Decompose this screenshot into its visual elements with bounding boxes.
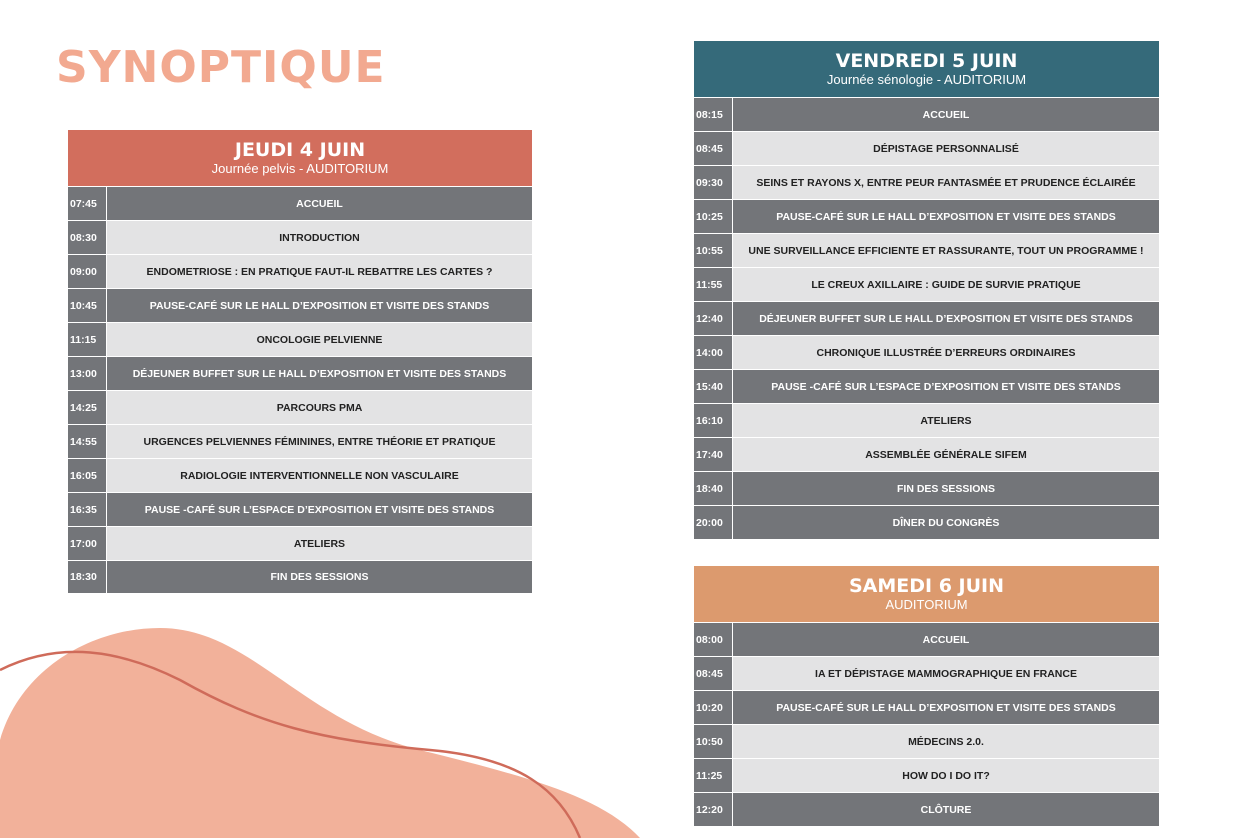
schedule-row (694, 622, 1159, 656)
event-cell: IA ET DÉPISTAGE MAMMOGRAPHIQUE EN FRANCE (733, 656, 1159, 690)
event-cell: URGENCES PELVIENNES FÉMININES, ENTRE THÉORIE ET PRATIQUE (107, 424, 532, 458)
page-title: SYNOPTIQUE (56, 42, 386, 93)
day-subtitle: Journée pelvis - AUDITORIUM (211, 161, 389, 176)
day-subtitle: AUDITORIUM (885, 597, 968, 612)
schedule-row (694, 505, 1159, 539)
schedule-row (694, 792, 1159, 826)
event-cell: ACCUEIL (733, 97, 1159, 131)
time-cell: 10:20 (694, 690, 732, 724)
time-cell: 16:10 (694, 403, 732, 437)
time-cell: 11:25 (694, 758, 732, 792)
schedule-row (68, 424, 532, 458)
event-cell: PAUSE-CAFÉ SUR LE HALL D’EXPOSITION ET VISITE DES STANDS (733, 690, 1159, 724)
event-cell: PAUSE-CAFÉ SUR LE HALL D’EXPOSITION ET VISITE DES STANDS (107, 288, 532, 322)
time-cell: 17:00 (68, 526, 106, 560)
time-cell: 07:45 (68, 186, 106, 220)
schedule-row (694, 437, 1159, 471)
time-cell: 09:00 (68, 254, 106, 288)
schedule-row (694, 199, 1159, 233)
time-cell: 17:40 (694, 437, 732, 471)
time-cell: 14:55 (68, 424, 106, 458)
time-cell: 11:55 (694, 267, 732, 301)
schedule-row (694, 97, 1159, 131)
event-cell: HOW DO I DO IT? (733, 758, 1159, 792)
time-cell: 10:55 (694, 233, 732, 267)
schedule-row (694, 165, 1159, 199)
time-cell: 10:50 (694, 724, 732, 758)
schedule-row (68, 220, 532, 254)
schedule-header (694, 566, 1159, 622)
time-cell: 15:40 (694, 369, 732, 403)
event-cell: PAUSE -CAFÉ SUR L’ESPACE D’EXPOSITION ET VISITE DES STANDS (107, 492, 532, 526)
event-cell: PAUSE-CAFÉ SUR LE HALL D’EXPOSITION ET VISITE DES STANDS (733, 199, 1159, 233)
schedule-row (68, 390, 532, 424)
day-title: VENDREDI 5 JUIN (835, 50, 1018, 72)
time-cell: 10:25 (694, 199, 732, 233)
schedule-row (68, 492, 532, 526)
schedule-row (694, 131, 1159, 165)
event-cell: CLÔTURE (733, 792, 1159, 826)
time-cell: 08:15 (694, 97, 732, 131)
schedule-row (68, 526, 532, 560)
schedule-row (694, 301, 1159, 335)
event-cell: DÎNER DU CONGRÈS (733, 505, 1159, 539)
event-cell: INTRODUCTION (107, 220, 532, 254)
time-cell: 09:30 (694, 165, 732, 199)
schedule-row (694, 369, 1159, 403)
blob-shape (0, 628, 640, 838)
time-cell: 20:00 (694, 505, 732, 539)
time-cell: 14:25 (68, 390, 106, 424)
time-cell: 08:30 (68, 220, 106, 254)
time-cell: 10:45 (68, 288, 106, 322)
time-cell: 12:20 (694, 792, 732, 826)
event-cell: DÉJEUNER BUFFET SUR LE HALL D’EXPOSITION ET VISITE DES STANDS (107, 356, 532, 390)
time-cell: 18:40 (694, 471, 732, 505)
time-cell: 16:35 (68, 492, 106, 526)
day-title: SAMEDI 6 JUIN (848, 575, 1005, 597)
schedule-row (68, 288, 532, 322)
schedule-row (694, 690, 1159, 724)
event-cell: PARCOURS PMA (107, 390, 532, 424)
event-cell: UNE SURVEILLANCE EFFICIENTE ET RASSURANTE, TOUT UN PROGRAMME ! (733, 233, 1159, 267)
day-title: JEUDI 4 JUIN (234, 139, 366, 161)
schedule-row (694, 403, 1159, 437)
time-cell: 08:45 (694, 656, 732, 690)
event-cell: ACCUEIL (733, 622, 1159, 656)
schedule-row (68, 356, 532, 390)
event-cell: ONCOLOGIE PELVIENNE (107, 322, 532, 356)
event-cell: ASSEMBLÉE GÉNÉRALE SIFEM (733, 437, 1159, 471)
schedule-row (68, 186, 532, 220)
schedule-samedi (694, 566, 1159, 826)
event-cell: RADIOLOGIE INTERVENTIONNELLE NON VASCULAIRE (107, 458, 532, 492)
schedule-row (694, 233, 1159, 267)
event-cell: ENDOMETRIOSE : EN PRATIQUE FAUT-IL REBATTRE LES CARTES ? (107, 254, 532, 288)
event-cell: CHRONIQUE ILLUSTRÉE D’ERREURS ORDINAIRES (733, 335, 1159, 369)
schedule-row (694, 656, 1159, 690)
event-cell: MÉDECINS 2.0. (733, 724, 1159, 758)
schedule-row (694, 471, 1159, 505)
time-cell: 12:40 (694, 301, 732, 335)
time-cell: 11:15 (68, 322, 106, 356)
event-cell: FIN DES SESSIONS (733, 471, 1159, 505)
time-cell: 18:30 (68, 560, 106, 593)
event-cell: SEINS ET RAYONS X, ENTRE PEUR FANTASMÉE ET PRUDENCE ÉCLAIRÉE (733, 165, 1159, 199)
event-cell: PAUSE -CAFÉ SUR L’ESPACE D’EXPOSITION ET VISITE DES STANDS (733, 369, 1159, 403)
event-cell: ATELIERS (733, 403, 1159, 437)
time-cell: 08:00 (694, 622, 732, 656)
event-cell: DÉPISTAGE PERSONNALISÉ (733, 131, 1159, 165)
schedule-vendredi (694, 41, 1159, 539)
day-subtitle: Journée sénologie - AUDITORIUM (826, 72, 1027, 87)
schedule-row (694, 335, 1159, 369)
schedule-row (68, 254, 532, 288)
schedule-row (68, 458, 532, 492)
time-cell: 13:00 (68, 356, 106, 390)
schedule-header (68, 130, 532, 186)
schedule-row (694, 267, 1159, 301)
schedule-header (694, 41, 1159, 97)
schedule-row (694, 724, 1159, 758)
schedule-jeudi (68, 130, 532, 593)
event-cell: ATELIERS (107, 526, 532, 560)
schedule-row (68, 560, 532, 593)
time-cell: 16:05 (68, 458, 106, 492)
time-cell: 08:45 (694, 131, 732, 165)
event-cell: ACCUEIL (107, 186, 532, 220)
time-cell: 14:00 (694, 335, 732, 369)
event-cell: LE CREUX AXILLAIRE : GUIDE DE SURVIE PRATIQUE (733, 267, 1159, 301)
event-cell: DÉJEUNER BUFFET SUR LE HALL D’EXPOSITION ET VISITE DES STANDS (733, 301, 1159, 335)
schedule-row (68, 322, 532, 356)
event-cell: FIN DES SESSIONS (107, 560, 532, 593)
decorative-blob (0, 600, 660, 838)
schedule-row (694, 758, 1159, 792)
